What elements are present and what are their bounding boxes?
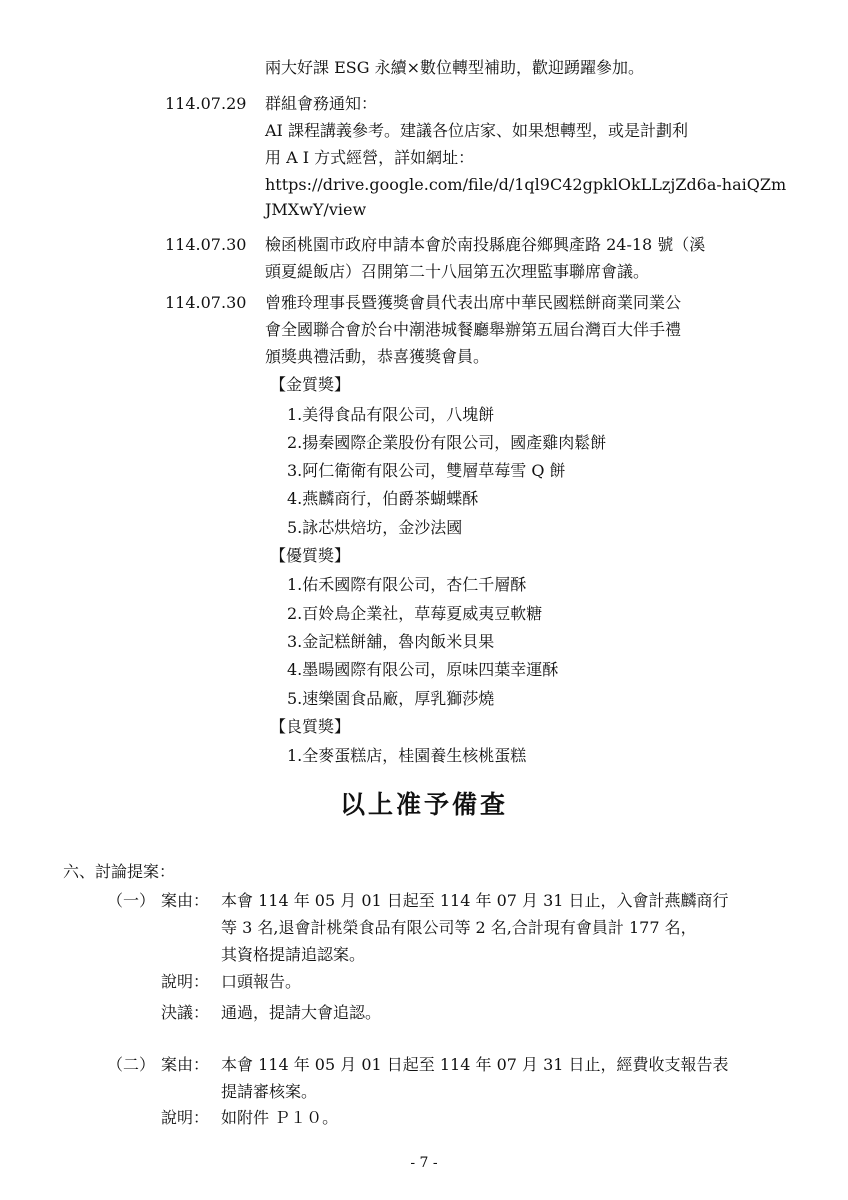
section-title: 六、討論提案： [63,862,176,881]
award-item: 5.詠芯烘焙坊，金沙法國 [287,518,463,537]
approval-title: 以上准予備查 [339,790,508,819]
entry-text-line: 檢函桃園市政府申請本會於南投縣鹿谷鄉興產路 24-18 號（溪 [265,235,706,254]
entry-text-line: 兩大好課 ESG 永續×數位轉型補助，歡迎踴躍參加。 [265,58,645,77]
entry-text-line: 會全國聯合會於台中潮港城餐廳舉辦第五屆台灣百大伴手禮 [265,320,682,339]
entry-text-line: 頒獎典禮活動，恭喜獲獎會員。 [265,347,490,366]
case-explain-label: 說明： [161,972,210,991]
award-item: 2.揚秦國際企業股份有限公司，國產雞肉鬆餅 [287,433,607,452]
drive-link[interactable]: https://drive.google.com/file/d/1ql9C42gpklOkLLzjZd6a-haiQZm [265,175,787,194]
case-reason-line: 等 3 名,退會計桃榮食品有限公司等 2 名,合計現有會員計 177 名， [221,918,697,937]
case-reason-label: 案由： [161,891,210,910]
case-resolution: 通過，提請大會追認。 [221,1003,382,1022]
award-item: 2.百姈鳥企業社，草莓夏威夷豆軟糖 [287,604,543,623]
case-reason-line: 本會 114 年 05 月 01 日起至 114 年 07 月 31 日止，入會計燕麟商行 [221,891,729,910]
case-reason-label: 案由： [161,1055,210,1074]
award-category-gold: 【金質獎】 [270,375,351,394]
case-reason-line: 提請審核案。 [221,1082,318,1101]
award-category-good: 【良質獎】 [270,717,351,736]
entry-text-line: 用 A I 方式經營，詳如網址： [265,148,475,167]
award-item: 1.佑禾國際有限公司，杏仁千層酥 [287,575,527,594]
award-item: 4.燕麟商行，伯爵茶蝴蝶酥 [287,489,479,508]
case-explain: 如附件 Ｐ１０。 [221,1108,339,1127]
case-resolution-label: 決議： [161,1003,210,1022]
entry-text-line: 群組會務通知： [265,94,378,113]
page-number: - 7 - [410,1155,438,1171]
case-number: （二） [107,1055,156,1074]
entry-text-line: 曾雅玲理事長暨獲獎會員代表出席中華民國糕餅商業同業公 [265,293,682,312]
case-number: （一） [107,891,156,910]
entry-text-line: 頭夏緹飯店）召開第二十八屆第五次理監事聯席會議。 [265,262,650,281]
award-item: 4.墨暘國際有限公司，原味四葉幸運酥 [287,660,559,679]
award-item: 3.金記糕餅舖，魯肉飯米貝果 [287,632,495,651]
case-explain-label: 說明： [161,1108,210,1127]
award-item: 5.速樂園食品廠，厚乳獅莎燒 [287,689,495,708]
award-item: 1.全麥蛋糕店，桂園養生核桃蛋糕 [287,746,527,765]
award-item: 1.美得食品有限公司，八塊餅 [287,405,495,424]
case-explain: 口頭報告。 [221,972,302,991]
entry-date: 114.07.30 [165,293,247,312]
entry-date: 114.07.30 [165,235,247,254]
award-category-excellent: 【優質獎】 [270,546,351,565]
award-item: 3.阿仁衛衛有限公司，雙層草莓雪 Q 餅 [287,461,566,480]
case-reason-line: 其資格提請追認案。 [221,945,366,964]
entry-text-line: AI 課程講義參考。建議各位店家、如果想轉型，或是計劃利 [265,121,688,140]
drive-link-continued[interactable]: JMXwY/view [265,200,367,219]
entry-date: 114.07.29 [165,94,247,113]
case-reason-line: 本會 114 年 05 月 01 日起至 114 年 07 月 31 日止，經費收支報告表 [221,1055,729,1074]
